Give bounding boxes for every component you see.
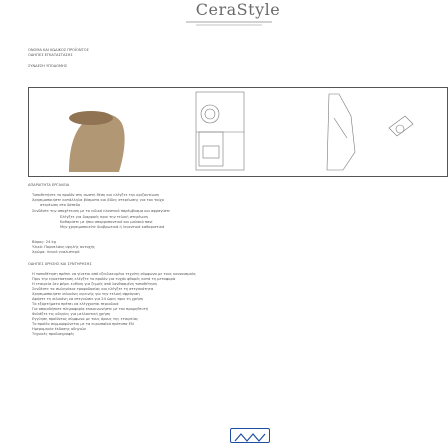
brand-logo (0, 0, 448, 20)
stamp-graphic (231, 431, 269, 444)
tech-sketch-side (327, 94, 413, 170)
section1-line: Χρησιμοποιήστε κατάλληλα βύσματα και βίδες στερέωσης για τον τοίχο (32, 198, 164, 202)
section3-line: Συνδέστε τα σωληνάκια τροφοδοσίας και ελέγξτε τη στεγανότητα (32, 287, 154, 291)
section3-line: Φυλάξτε τις οδηγίες για μελλοντική χρήση (32, 312, 111, 316)
section3-line: Το προϊόν συμμορφώνεται με τα ευρωπαϊκά πρότυπα EN (32, 322, 134, 326)
section2-line: Βάρος: 24 kg (32, 240, 56, 244)
logo-underline (186, 21, 272, 27)
product-drawing (29, 88, 447, 176)
section3-line: Για οποιαδήποτε πληροφορία επικοινωνήστε με τον προμηθευτή (32, 307, 149, 311)
section1-line: Συνδέστε την αποχέτευση με το ειδικό ελαστικό παρέμβυσμα και σφραγίστε (32, 209, 171, 213)
stamp (230, 428, 270, 443)
section3-line: Χρησιμοποιήστε σιλικόνη υγιεινής για την τελική σφράγιση (32, 292, 140, 296)
intro-line-2: ΟΔΗΓΙΕΣ ΕΓΚΑΤΑΣΤΑΣΗΣ (28, 53, 73, 57)
section2-line: Χρώμα: Λευκό γυαλιστερό (32, 250, 80, 254)
section3-line: Ημερομηνία έκδοσης οδηγιών (32, 327, 87, 331)
intro-line-1: ΟΝΟΜΑ ΚΑΙ ΚΩΔΙΚΟΣ ΠΡΟΪΟΝΤΟΣ (28, 48, 89, 52)
section-heading-usage: ΟΔΗΓΙΕΣ ΧΡΗΣΗΣ ΚΑΙ ΣΥΝΤΗΡΗΣΗΣ (28, 262, 92, 266)
section3-line: Πριν την εγκατάσταση ελέγξτε το προϊόν για τυχόν φθορές κατά τη μεταφορά (32, 277, 176, 281)
section-heading-tools: ΑΠΑΡΑΙΤΗΤΑ ΕΡΓΑΛΕΙΑ (28, 183, 70, 187)
section3-line: Τεχνικές προδιαγραφές (32, 332, 75, 336)
section1-line: Τοποθετήστε το προϊόν στη σωστή θέση και ελέγξτε την οριζοντίωση (32, 193, 160, 197)
section1-line: Μην χρησιμοποιείτε διαβρωτικά ή λειαντικά καθαριστικά (60, 225, 165, 229)
section1-line: Καθαρίστε με ήπιο απορρυπαντικό και μαλακό πανί (60, 220, 153, 224)
brand-name: CeraStyle (195, 0, 281, 19)
section1-line: Ελέγξτε για διαρροές πριν την τελική στερέωση (60, 215, 148, 219)
intro-line-3: ΣΥΝΔΕΣΗ ΥΠΟΔΟΜΗΣ (28, 64, 68, 68)
section1-line: στερέωση στο δάπεδο (40, 203, 81, 207)
section3-line: Αφήστε τη σιλικόνη να στεγνώσει για 24 ώρες πριν τη χρήση (32, 297, 144, 301)
section3-line: Η τοποθέτηση πρέπει να γίνεται από εξειδικευμένο τεχνίτη σύμφωνα με τους κανονισμούς (32, 272, 196, 276)
section3-line: Τα εξαρτήματα πρέπει να ελέγχονται περιοδικά (32, 302, 119, 306)
tech-sketch-front (196, 92, 244, 170)
product-drawing-box (28, 87, 448, 177)
section3-line: Εγγύηση προϊόντος σύμφωνα με τους όρους της εταιρείας (32, 317, 139, 321)
section2-line: Υλικό: Πορσελάνη υψηλής αντοχής (32, 245, 96, 249)
section3-line: Η εταιρεία δεν φέρει ευθύνη για ζημιές από λανθασμένη τοποθέτηση (32, 282, 157, 286)
